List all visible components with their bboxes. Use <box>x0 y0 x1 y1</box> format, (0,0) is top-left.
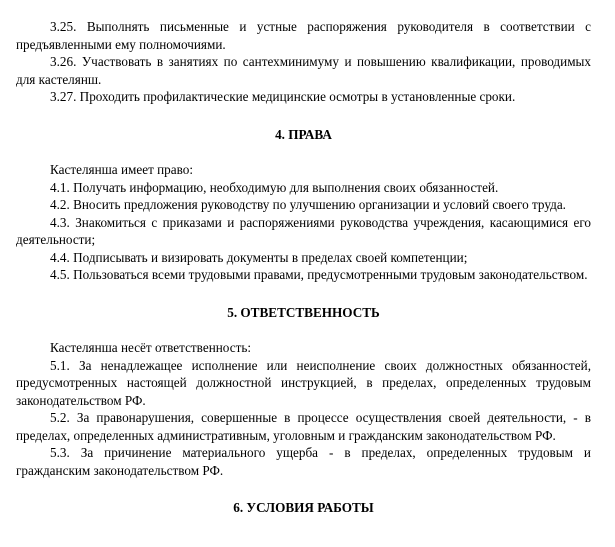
paragraph-5-3: 5.3. За причинение материального ущерба - в пределах, определенных трудовым и гражданским законодательством РФ. <box>16 445 591 478</box>
paragraph-3-25: 3.25. Выполнять письменные и устные распоряжения руководителя в соответствии с предъявленными ему полномочиями. <box>16 19 591 52</box>
document-body <box>16 18 591 517</box>
paragraph-5-2: 5.2. За правонарушения, совершенные в процессе осуществления своей деятельности, - в пределах, определенных административным, уголовным и гражданским законодательством РФ. <box>16 410 591 443</box>
paragraph-4-5: 4.5. Пользоваться всеми трудовыми правами, предусмотренными трудовым законодательством. <box>50 267 588 282</box>
responsibility-intro: Кастелянша несёт ответственность: <box>50 340 252 355</box>
paragraph-4-1: 4.1. Получать информацию, необходимую для выполнения своих обязанностей. <box>50 179 499 195</box>
paragraph-4-3: 4.3. Знакомиться с приказами и распоряжениями руководства учреждения, касающимися его деятельности; <box>16 214 591 247</box>
paragraph-3-26: 3.26. Участвовать в занятиях по сантехминимуму и повышению квалификации, проводимых для кастелянш. <box>16 54 591 87</box>
paragraph-4-4: 4.4. Подписывать и визировать документы в пределах своей компетенции; <box>50 249 468 265</box>
section-heading-working-conditions: 6. УСЛОВИЯ РАБОТЫ <box>233 500 374 515</box>
section-heading-responsibility: 5. ОТВЕТСТВЕННОСТЬ <box>227 304 380 320</box>
rights-intro: Кастелянша имеет право: <box>50 162 194 177</box>
paragraph-5-1: 5.1. За ненадлежащее исполнение или неисполнение своих должностных обязанностей, предусмотренных настоящей должностной инструкцией, в пределах, определенных трудовым законодательством РФ. <box>16 357 591 408</box>
paragraph-4-2: 4.2. Вносить предложения руководству по улучшению организации и условий своего труда. <box>50 197 566 212</box>
section-heading-rights: 4. ПРАВА <box>275 126 332 142</box>
paragraph-3-27: 3.27. Проходить профилактические медицинские осмотры в установленные сроки. <box>50 89 516 104</box>
